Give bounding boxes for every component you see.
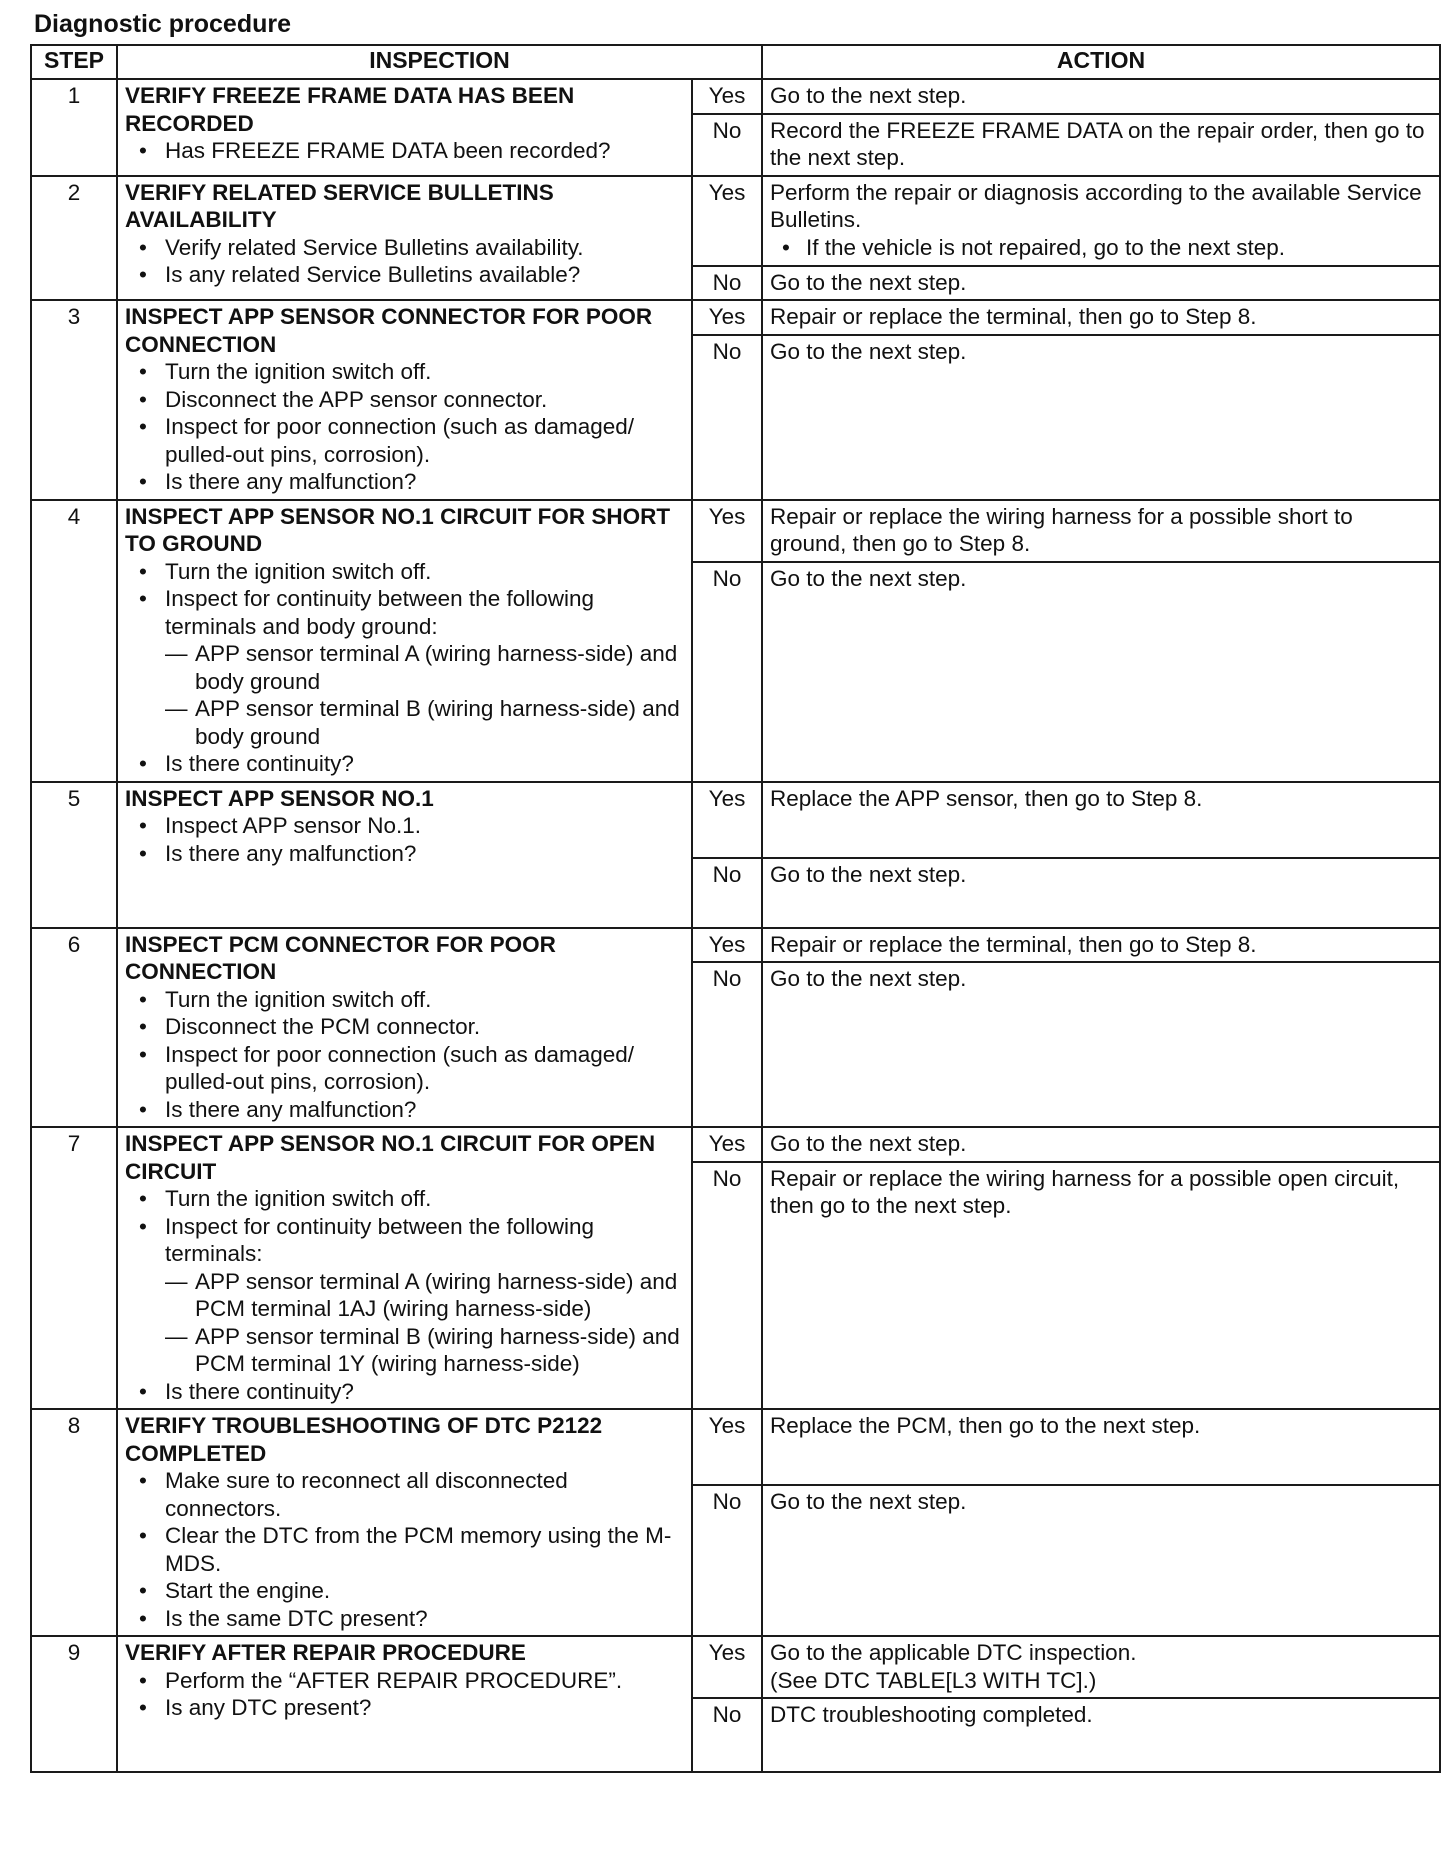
yes-action: Go to the applicable DTC inspection. <box>770 1640 1137 1665</box>
page-title: Diagnostic procedure <box>34 10 291 38</box>
no-label: No <box>692 1162 762 1410</box>
yes-label: Yes <box>692 928 762 963</box>
no-action: Record the FREEZE FRAME DATA on the repair order, then go to the next step. <box>762 114 1440 176</box>
inspection-bullet: • Is there any malfunction? <box>125 468 684 496</box>
no-label: No <box>692 1485 762 1636</box>
inspection-dash-item: — APP sensor terminal A (wiring harness-side) and body ground <box>165 640 684 695</box>
table-row <box>31 79 1440 114</box>
inspection-bullet: • Verify related Service Bulletins availability. <box>125 234 684 262</box>
yes-action-cell <box>762 1636 1440 1698</box>
yes-action: Perform the repair or diagnosis according to the available Service Bulletins. <box>770 179 1422 232</box>
inspection-cell <box>117 928 692 1128</box>
inspection-bullet: • Start the engine. <box>125 1577 684 1605</box>
table-row <box>31 500 1440 562</box>
inspection-bullet-with-sublist <box>125 1213 684 1378</box>
yes-action: Replace the APP sensor, then go to Step 8. <box>762 782 1440 858</box>
no-action: Repair or replace the wiring harness for a possible open circuit, then go to the next step. <box>762 1162 1440 1410</box>
no-action: Go to the next step. <box>762 266 1440 301</box>
inspection-title: VERIFY RELATED SERVICE BULLETINS AVAILABILITY <box>125 179 554 232</box>
header-step: STEP <box>31 45 117 79</box>
header-inspection: INSPECTION <box>117 45 762 79</box>
inspection-bullet: • Is the same DTC present? <box>125 1605 684 1633</box>
yes-action-reference: (See DTC TABLE[L3 WITH TC].) <box>770 1667 1097 1693</box>
inspection-cell <box>117 1127 692 1409</box>
inspection-bullet: • Disconnect the APP sensor connector. <box>125 386 684 414</box>
table-row <box>31 1409 1440 1485</box>
inspection-dash-item: — APP sensor terminal B (wiring harness-side) and PCM terminal 1Y (wiring harness-side) <box>165 1323 684 1378</box>
inspection-bullet: • Turn the ignition switch off. <box>125 358 684 386</box>
inspection-bullet: • Is any DTC present? <box>125 1694 684 1722</box>
header-action: ACTION <box>762 45 1440 79</box>
no-label: No <box>692 962 762 1127</box>
no-label: No <box>692 335 762 500</box>
diagnostic-table <box>30 44 1441 1773</box>
step-number: 8 <box>31 1409 117 1636</box>
inspection-bullet: • Is any related Service Bulletins available? <box>125 261 684 289</box>
step-number: 1 <box>31 79 117 176</box>
inspection-bullet-with-sublist <box>125 585 684 750</box>
no-action: Go to the next step. <box>762 335 1440 500</box>
step-number: 9 <box>31 1636 117 1772</box>
no-action: Go to the next step. <box>762 858 1440 928</box>
yes-label: Yes <box>692 1636 762 1698</box>
table-row <box>31 300 1440 335</box>
inspection-bullet: • Clear the DTC from the PCM memory using the M-MDS. <box>125 1522 684 1577</box>
inspection-bullet: • Is there continuity? <box>125 750 684 778</box>
inspection-dash-item: — APP sensor terminal A (wiring harness-side) and PCM terminal 1AJ (wiring harness-side) <box>165 1268 684 1323</box>
inspection-title: VERIFY FREEZE FRAME DATA HAS BEEN RECORDED <box>125 83 575 136</box>
yes-action: Repair or replace the wiring harness for a possible short to ground, then go to Step 8. <box>762 500 1440 562</box>
step-number: 5 <box>31 782 117 928</box>
inspection-bullet: • Is there continuity? <box>125 1378 684 1406</box>
inspection-title: INSPECT APP SENSOR NO.1 CIRCUIT FOR OPEN CIRCUIT <box>125 1131 656 1184</box>
table-row <box>31 1636 1440 1698</box>
inspection-cell <box>117 782 692 928</box>
inspection-title: INSPECT APP SENSOR NO.1 <box>125 785 434 811</box>
inspection-cell <box>117 176 692 301</box>
inspection-dash-item: — APP sensor terminal B (wiring harness-side) and body ground <box>165 695 684 750</box>
inspection-title: INSPECT PCM CONNECTOR FOR POOR CONNECTION <box>125 931 556 984</box>
inspection-cell <box>117 1636 692 1772</box>
yes-label: Yes <box>692 782 762 858</box>
yes-action: Repair or replace the terminal, then go to Step 8. <box>762 300 1440 335</box>
step-number: 4 <box>31 500 117 782</box>
no-label: No <box>692 858 762 928</box>
no-label: No <box>692 266 762 301</box>
table-row <box>31 176 1440 266</box>
table-row <box>31 1127 1440 1162</box>
inspection-cell <box>117 1409 692 1636</box>
no-label: No <box>692 114 762 176</box>
no-action: Go to the next step. <box>762 962 1440 1127</box>
inspection-bullet: • Is there any malfunction? <box>125 1096 684 1124</box>
inspection-bullet: • Inspect for poor connection (such as damaged/ pulled-out pins, corrosion). <box>125 1041 684 1096</box>
table-header-row <box>31 45 1440 79</box>
yes-action: Replace the PCM, then go to the next step. <box>762 1409 1440 1485</box>
inspection-bullet: • Is there any malfunction? <box>125 840 684 868</box>
inspection-bullet: • Inspect for poor connection (such as damaged/ pulled-out pins, corrosion). <box>125 413 684 468</box>
no-action: Go to the next step. <box>762 1485 1440 1636</box>
yes-action: Repair or replace the terminal, then go to Step 8. <box>762 928 1440 963</box>
inspection-cell <box>117 500 692 782</box>
inspection-bullet-text: Inspect for continuity between the following terminals and body ground: <box>165 586 595 639</box>
inspection-bullet: • Turn the ignition switch off. <box>125 558 684 586</box>
yes-action-sub-bullet: • If the vehicle is not repaired, go to the next step. <box>770 234 1432 262</box>
inspection-bullet: • Inspect APP sensor No.1. <box>125 812 684 840</box>
inspection-bullet: • Make sure to reconnect all disconnected connectors. <box>125 1467 684 1522</box>
yes-label: Yes <box>692 1127 762 1162</box>
step-number: 3 <box>31 300 117 500</box>
yes-action: Go to the next step. <box>762 79 1440 114</box>
inspection-bullet: • Perform the “AFTER REPAIR PROCEDURE”. <box>125 1667 684 1695</box>
yes-label: Yes <box>692 500 762 562</box>
inspection-cell <box>117 300 692 500</box>
inspection-title: INSPECT APP SENSOR CONNECTOR FOR POOR CONNECTION <box>125 304 653 357</box>
inspection-title: VERIFY AFTER REPAIR PROCEDURE <box>125 1640 526 1665</box>
inspection-bullet: • Turn the ignition switch off. <box>125 986 684 1014</box>
inspection-bullet: • Turn the ignition switch off. <box>125 1185 684 1213</box>
step-number: 2 <box>31 176 117 301</box>
no-action: DTC troubleshooting completed. <box>762 1698 1440 1772</box>
table-row <box>31 928 1440 963</box>
inspection-cell <box>117 79 692 176</box>
table-row <box>31 782 1440 858</box>
inspection-bullet: • Disconnect the PCM connector. <box>125 1013 684 1041</box>
no-label: No <box>692 1698 762 1772</box>
no-label: No <box>692 562 762 782</box>
inspection-title: VERIFY TROUBLESHOOTING OF DTC P2122 COMPLETED <box>125 1413 603 1466</box>
yes-label: Yes <box>692 1409 762 1485</box>
inspection-bullet-text: Inspect for continuity between the following terminals: <box>165 1213 595 1266</box>
yes-label: Yes <box>692 300 762 335</box>
yes-action-cell <box>762 176 1440 266</box>
inspection-bullet: • Has FREEZE FRAME DATA been recorded? <box>125 137 684 165</box>
yes-label: Yes <box>692 176 762 266</box>
step-number: 7 <box>31 1127 117 1409</box>
yes-action: Go to the next step. <box>762 1127 1440 1162</box>
step-number: 6 <box>31 928 117 1128</box>
yes-label: Yes <box>692 79 762 114</box>
no-action: Go to the next step. <box>762 562 1440 782</box>
inspection-title: INSPECT APP SENSOR NO.1 CIRCUIT FOR SHORT TO GROUND <box>125 503 671 556</box>
